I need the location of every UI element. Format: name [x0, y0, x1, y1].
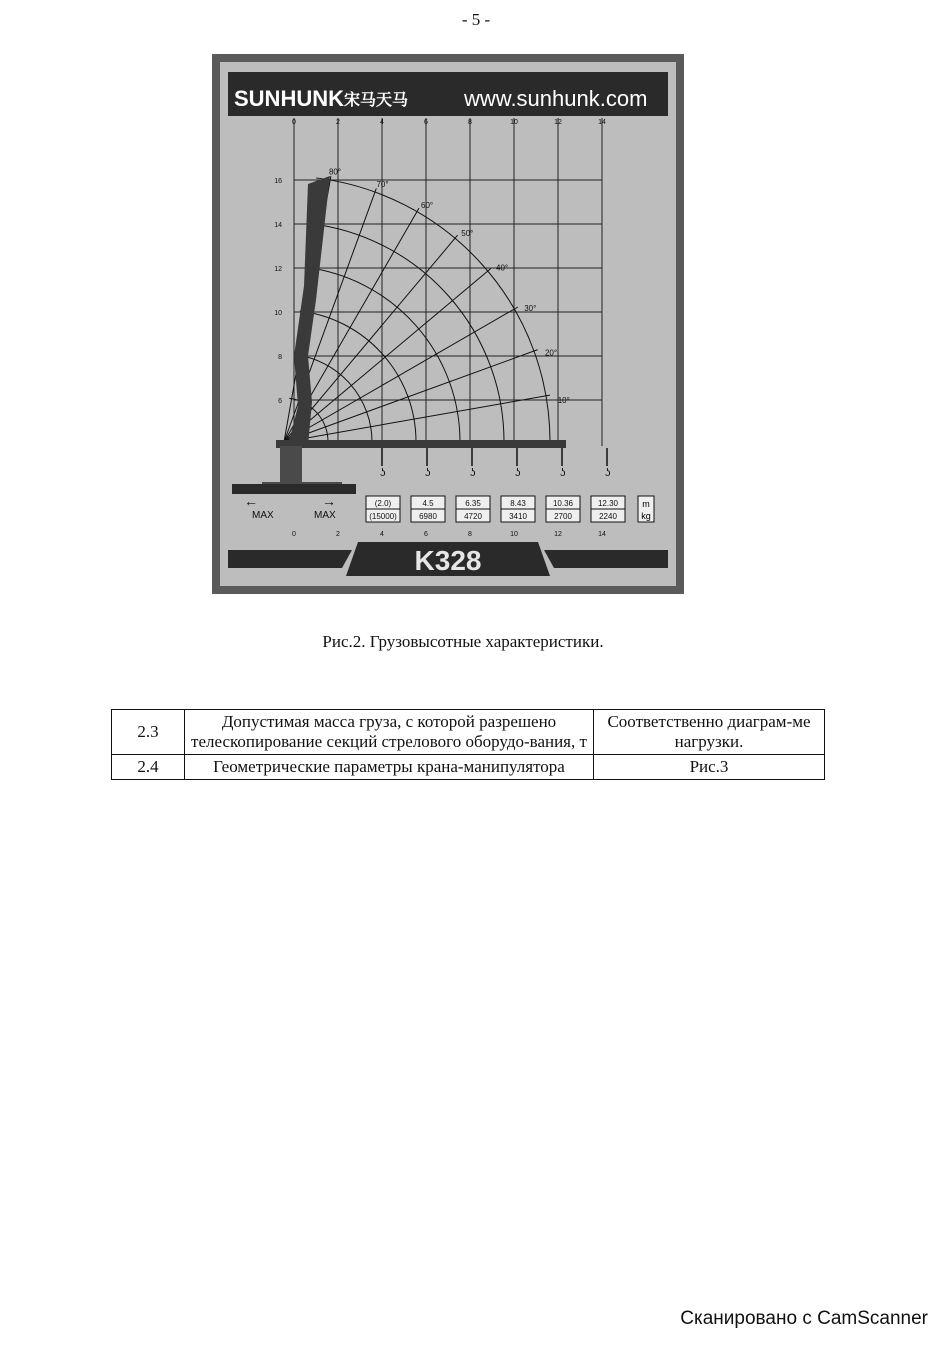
row-value: Соответственно диаграм-ме нагрузки. [594, 710, 825, 755]
angle-label: 70° [376, 180, 389, 190]
angle-label: 10° [557, 396, 570, 406]
footer-stripe-left [228, 550, 352, 568]
parameters-table [111, 709, 825, 780]
table-row [112, 755, 825, 780]
x-tick-label: 12 [554, 119, 562, 126]
load-mass: 2700 [554, 512, 572, 521]
x-tick-label-bottom: 0 [292, 531, 296, 538]
angle-label: 80° [328, 167, 342, 177]
load-reach: 8.43 [510, 499, 526, 508]
table-row [112, 710, 825, 755]
hook-icon: ʖ [380, 467, 386, 479]
hook-icon: ʖ [605, 467, 611, 479]
crane-column [280, 446, 302, 482]
x-tick-label: 10 [510, 119, 518, 126]
x-tick-label: 0 [292, 119, 296, 126]
arrow-right-icon: → [322, 493, 336, 509]
angle-label: 20° [544, 348, 558, 358]
load-reach: 12.30 [597, 499, 619, 508]
row-number: 2.4 [112, 755, 185, 780]
load-reach: 10.36 [552, 499, 574, 508]
angle-label: 40° [496, 263, 509, 273]
y-tick-label: 16 [274, 178, 282, 185]
hook-icon: ʖ [470, 467, 476, 479]
load-height-diagram [212, 54, 684, 594]
row-value: Рис.3 [594, 755, 825, 780]
chinese-brand-name: 宋马天马 [344, 92, 409, 109]
load-mass: (15000) [369, 512, 397, 521]
y-tick-label: 8 [278, 354, 282, 361]
brand-logo: SUNHUNK [234, 86, 344, 111]
x-tick-label: 6 [424, 119, 428, 126]
x-tick-label: 14 [598, 119, 606, 126]
row-description: Геометрические параметры крана-манипулятора [185, 755, 594, 780]
load-reach: (2.0) [374, 499, 392, 508]
row-description: Допустимая масса груза, с которой разрешено телескопирование секций стрелового оборудо-вания, т [185, 710, 594, 755]
y-tick-label: 14 [274, 222, 282, 229]
x-tick-label: 2 [336, 119, 340, 126]
model-label: K328 [414, 545, 482, 576]
angle-label: 60° [421, 200, 434, 210]
load-mass: 6980 [419, 512, 437, 521]
x-tick-label-bottom: 2 [336, 531, 340, 538]
x-tick-label: 8 [468, 119, 472, 126]
angle-label: 50° [461, 228, 474, 238]
website-url: www.sunhunk.com [464, 86, 648, 111]
load-reach: 4.5 [422, 499, 434, 508]
x-tick-label: 4 [380, 119, 384, 126]
load-mass: 4720 [464, 512, 482, 521]
angle-label: 30° [524, 304, 537, 313]
max-label-right: MAX [314, 510, 336, 521]
x-tick-label-bottom: 6 [424, 531, 428, 538]
x-tick-label-bottom: 10 [510, 531, 518, 538]
scanner-watermark: Сканировано с CamScanner [680, 1308, 928, 1329]
unit-length: m [642, 499, 650, 509]
x-tick-label-bottom: 12 [554, 531, 562, 538]
y-tick-label: 10 [274, 310, 282, 317]
arrow-left-icon: ← [244, 493, 258, 509]
max-label-left: MAX [252, 510, 274, 521]
horizontal-boom [276, 440, 566, 448]
row-number: 2.3 [112, 710, 185, 755]
y-tick-label: 12 [274, 266, 282, 273]
hook-icon: ʖ [560, 467, 566, 479]
y-tick-label: 6 [278, 398, 282, 405]
x-tick-label-bottom: 8 [468, 531, 472, 538]
x-tick-label-bottom: 14 [598, 531, 606, 538]
hook-icon: ʖ [515, 467, 521, 479]
hook-icon: ʖ [425, 467, 431, 479]
unit-mass: kg [641, 511, 651, 521]
load-reach: 6.35 [465, 499, 481, 508]
x-tick-label-bottom: 4 [380, 531, 384, 538]
figure-caption: Рис.2. Грузовысотные характеристики. [322, 632, 604, 651]
footer-stripe-right [544, 550, 668, 568]
load-mass: 2240 [599, 512, 617, 521]
load-mass: 3410 [509, 512, 527, 521]
page-number: - 5 - [461, 10, 491, 29]
